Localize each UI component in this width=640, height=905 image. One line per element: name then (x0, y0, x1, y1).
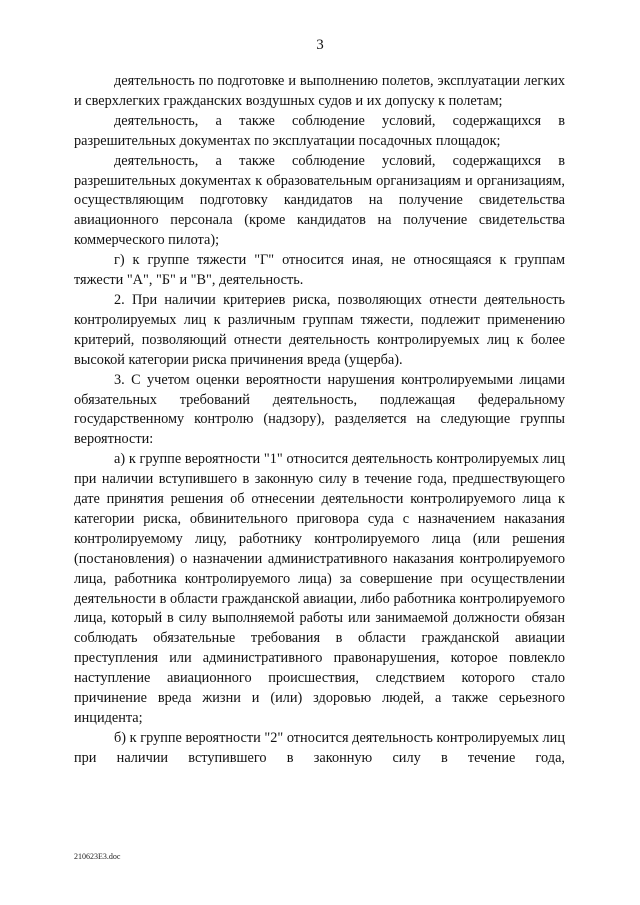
paragraph: деятельность, а также соблюдение условий, содержащихся в разрешительных документах к образовательным организациям и организациям, осуществляющим подготовку кандидатов на получение свидетельства авиационного персонала (кроме кандидатов на получение свидетельства коммерческого пилота); (74, 152, 565, 249)
paragraph: а) к группе вероятности "1" относится деятельность контролируемых лиц при наличии вступившего в законную силу в течение года, предшествующего дате принятия решения об отнесении деятельности контролируемого лица к категории риска, обвинительного приговора суда с назначением наказания контролируемому лицу, работнику контролируемого лица (или решения (постановления) о назначении административного наказания контролируемого лица, работника контролируемого лица) за совершение при осуществлении деятельности в области гражданской авиации, либо работника контролируемого лица, который в силу выполняемой работы или занимаемой должности обязан соблюдать обязательные требования в области гражданской авиации преступления или административного правонарушения, которое повлекло наступление авиационного происшествия, следствием которого стало причинение вреда жизни и (или) здоровью людей, а также серьезного инцидента; (74, 451, 565, 726)
document-body (74, 72, 565, 769)
paragraph: г) к группе тяжести "Г" относится иная, не относящаяся к группам тяжести "А", "Б" и "В", деятельность. (74, 252, 565, 289)
paragraph: 2. При наличии критериев риска, позволяющих отнести деятельность контролируемых лиц к различным группам тяжести, подлежит применению критерий, позволяющий отнести деятельность контролируемых лиц к более высокой категории риска причинения вреда (ущерба). (74, 291, 565, 368)
paragraph: 3. С учетом оценки вероятности нарушения контролируемыми лицами обязательных требований деятельность, подлежащая федеральному государственному контролю (надзору), разделяется на следующие группы вероятности: (74, 371, 565, 448)
page-number: 3 (316, 37, 324, 53)
footer-file-code: 210623E3.doc (74, 852, 121, 861)
paragraph: деятельность, а также соблюдение условий, содержащихся в разрешительных документах по эксплуатации посадочных площадок; (74, 112, 565, 149)
paragraph: б) к группе вероятности "2" относится деятельность контролируемых лиц при наличии вступившего в законную силу в течение года, (74, 729, 565, 766)
paragraph: деятельность по подготовке и выполнению полетов, эксплуатации легких и сверхлегких гражданских воздушных судов и их допуску к полетам; (74, 73, 565, 109)
